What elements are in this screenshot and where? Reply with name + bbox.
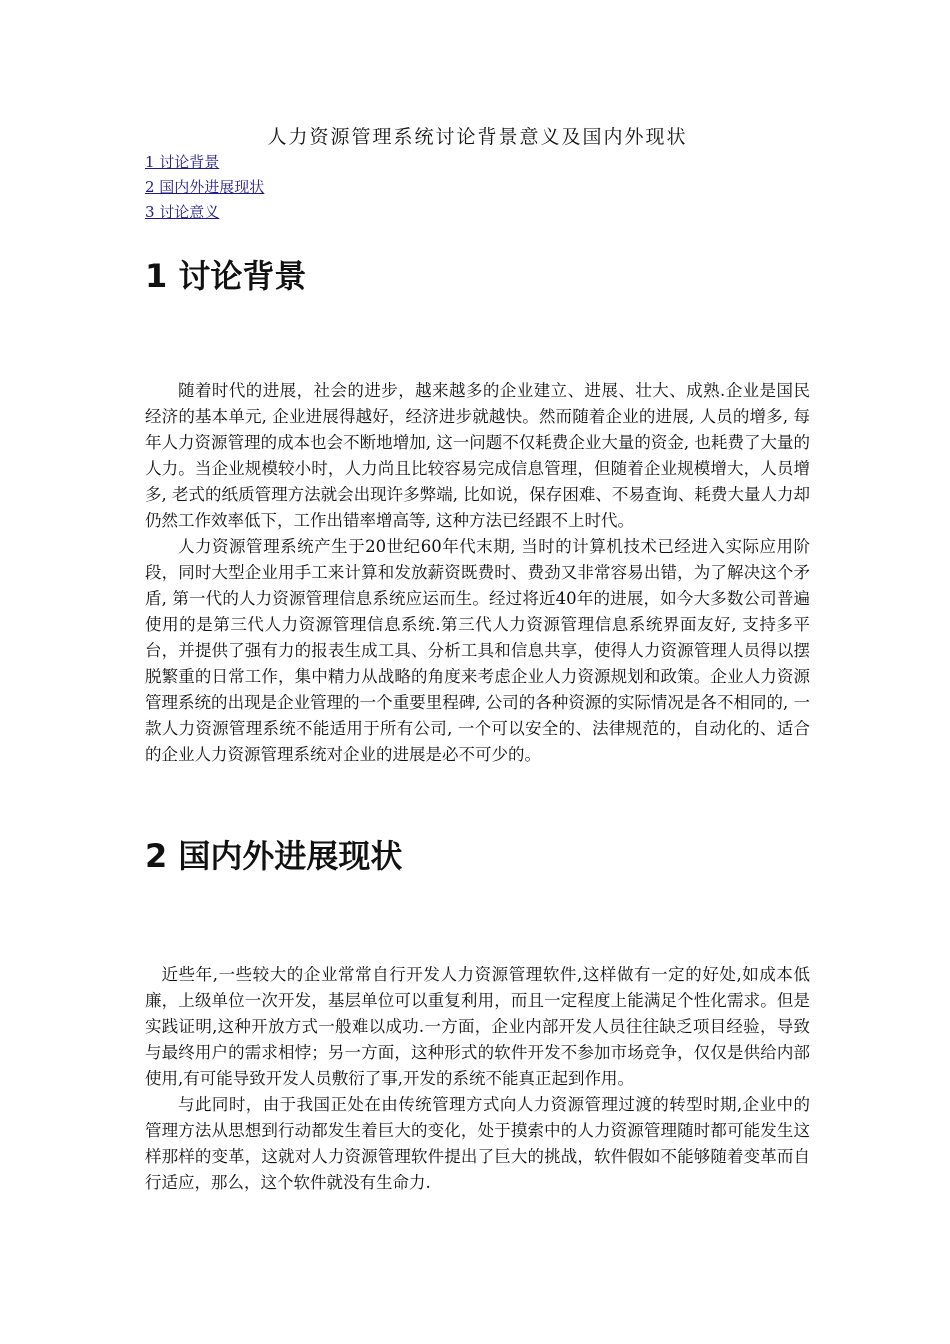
paragraph: 近些年,一些较大的企业常常自行开发人力资源管理软件,这样做有一定的好处,如成本低廉，上级单位一次开发，基层单位可以重复利用，而且一定程度上能满足个性化需求。但是实践证明,这种开放方式一般难以成功.一方面，企业内部开发人员往往缺乏项目经验，导致与最终用户的需求相悖；另一方面，这种形式的软件开发不参加市场竞争，仅仅是供给内部使用,有可能导致开发人员敷衍了事,开发的系统不能真正起到作用。 — [145, 965, 810, 1088]
toc-link-significance[interactable]: 3 讨论意义 — [145, 203, 220, 221]
paragraph: 随着时代的进展，社会的进步，越来越多的企业建立、进展、壮大、成熟.企业是国民经济的基本单元, 企业进展得越好，经济进步就越快。然而随着企业的进展, 人员的增多, 每年人力资源管理的成本也会不断地增加, 这一问题不仅耗费企业大量的资金, 也耗费了大量的人力。当企业规模较小时，人力尚且比较容易完成信息管理，但随着企业规模增大，人员增多, 老式的纸质管理方法就会出现许多弊端, 比如说，保存困难、不易查询、耗费大量人力却仍然工作效率低下，工作出错率增高等, 这种方法已经跟不上时代。 — [145, 381, 810, 530]
paragraph: 人力资源管理系统产生于20世纪60年代末期, 当时的计算机技术已经进入实际应用阶段，同时大型企业用手工来计算和发放薪资既费时、费劲又非常容易出错，为了解决这个矛盾, 第一代的人力资源管理信息系统应运而生。经过将近40年的进展，如今大多数公司普遍使用的是第三代人力资源管理信息系统.第三代人力资源管理信息系统界面友好, 支持多平台，并提供了强有力的报表生成工具、分析工具和信息共享，使得人力资源管理人员得以摆脱繁重的日常工作，集中精力从战略的角度来考虑企业人力资源规划和政策。企业人力资源管理系统的出现是企业管理的一个重要里程碑, 公司的各种资源的实际情况是各不相同的, 一款人力资源管理系统不能适用于所有公司, 一个可以安全的、法律规范的，自动化的、适合的企业人力资源管理系统对企业的进展是必不可少的。 — [145, 537, 810, 764]
section-body-background — [145, 378, 810, 768]
toc-link-status[interactable]: 2 国内外进展现状 — [145, 178, 265, 196]
document-title: 人力资源管理系统讨论背景意义及国内外现状 — [267, 126, 688, 148]
table-of-contents — [145, 150, 445, 225]
section-body-status — [145, 962, 810, 1196]
toc-link-background[interactable]: 1 讨论背景 — [145, 153, 220, 171]
section-heading-status: 2 国内外进展现状 — [145, 837, 403, 875]
section-heading-background: 1 讨论背景 — [145, 257, 307, 295]
paragraph: 与此同时，由于我国正处在由传统管理方式向人力资源管理过渡的转型时期,企业中的管理方法从思想到行动都发生着巨大的变化，处于摸索中的人力资源管理随时都可能发生这样那样的变革，这就对人力资源管理软件提出了巨大的挑战，软件假如不能够随着变革而自行适应，那么，这个软件就没有生命力. — [145, 1095, 810, 1192]
